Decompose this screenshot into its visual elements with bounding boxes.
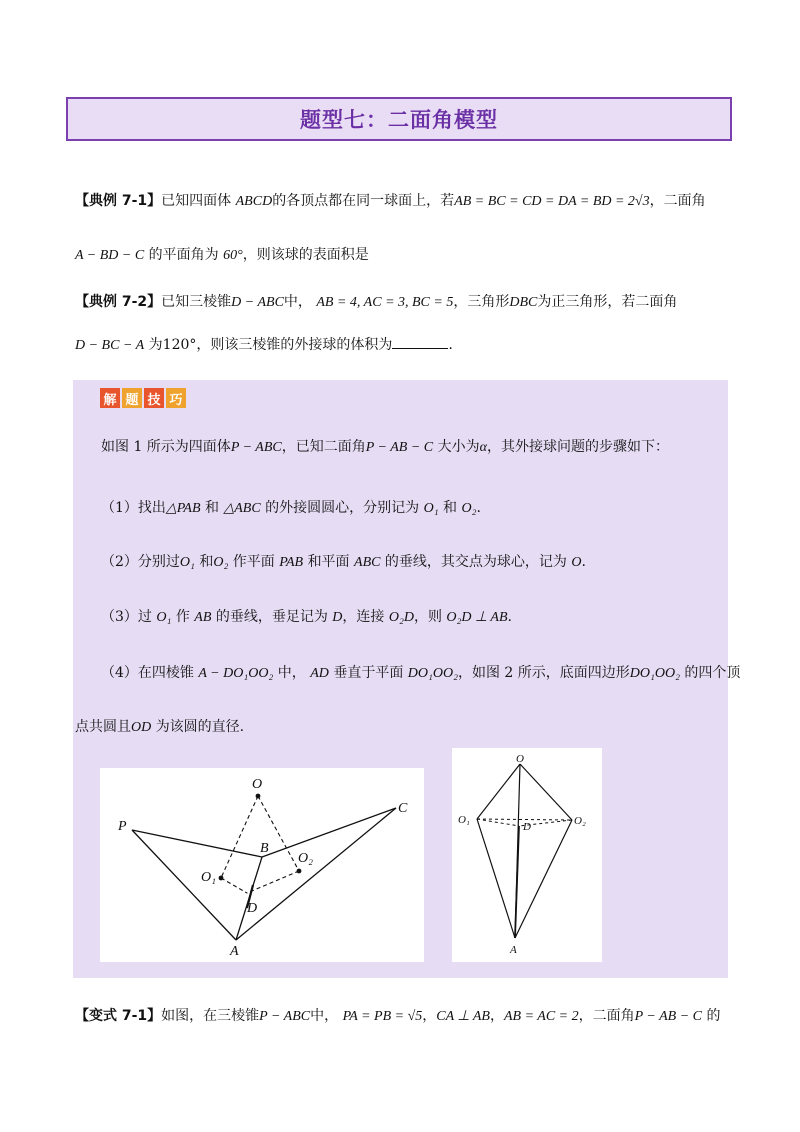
example2-line1: 【典例 7-2】已知三棱锥D − ABC中， AB = 4, AC = 3, BC = 5，三角形DBC为正三角形，若二面角	[75, 294, 678, 310]
tips-step3: （3）过 O₁ 作 AB 的垂线，垂足记为 D，连接 O₂D，则 O₂D ⊥ AB.	[101, 609, 512, 625]
label-O: O	[516, 753, 524, 765]
label-A: A	[510, 944, 517, 956]
figure-2	[452, 748, 602, 962]
edge-O2-A	[515, 820, 572, 938]
label-O2: O₂	[574, 815, 586, 827]
badge-char-1: 解	[100, 388, 120, 408]
dash-O-O2	[258, 796, 299, 871]
badge-char-2: 题	[122, 388, 142, 408]
label-O1: O₁	[458, 814, 470, 826]
dash-O-O1	[221, 796, 258, 878]
answer-blank[interactable]	[392, 336, 448, 349]
example2-label: 【典例 7-2】	[75, 294, 162, 310]
label-A: A	[230, 944, 239, 959]
tips-step4-line1: （4）在四棱锥 A − DO₁OO₂ 中， AD 垂直于平面 DO₁OO₂，如图 2 所示，底面四边形DO₁OO₂ 的四个顶	[101, 665, 741, 681]
section-title: 题型七：二面角模型	[300, 108, 498, 132]
point-O1	[219, 876, 224, 881]
example1-label: 【典例 7-1】	[75, 193, 162, 209]
edge-BC	[262, 808, 396, 857]
section-title-box	[66, 97, 732, 141]
label-D: D	[247, 901, 258, 916]
tips-badge	[100, 388, 186, 408]
badge-char-3: 技	[144, 388, 164, 408]
label-O1: O₁	[201, 870, 216, 885]
edge-PB	[132, 830, 262, 857]
label-D: D	[523, 821, 531, 833]
example1-line2: A − BD − C 的平面角为 60°，则该球的表面积是	[75, 247, 369, 263]
dash-O1-D	[477, 819, 519, 826]
label-B: B	[260, 841, 269, 856]
label-O: O	[252, 777, 263, 792]
edge-O-O2	[520, 764, 572, 820]
edge-O-O1	[477, 764, 520, 819]
point-O2	[297, 869, 302, 874]
figure-2-diagram	[452, 748, 602, 962]
dash-O1-D	[221, 878, 247, 893]
example1-line1: 【典例 7-1】已知四面体 ABCD的各顶点都在同一球面上，若AB = BC = CD = DA = BD = 2√3，二面角	[75, 193, 706, 209]
edge-AC	[236, 808, 396, 940]
label-P: P	[118, 819, 127, 834]
edge-D-A	[515, 826, 519, 938]
variant1-line1: 【变式 7-1】如图，在三棱锥P − ABC中， PA = PB = √5，CA ⊥ AB，AB = AC = 2，二面角P − AB − C 的	[75, 1008, 721, 1024]
tips-step1: （1）找出△PAB 和 △ABC 的外接圆圆心，分别记为 O₁ 和 O₂.	[101, 500, 481, 516]
edge-PA	[132, 830, 236, 940]
badge-char-4: 巧	[166, 388, 186, 408]
figure-1	[100, 768, 424, 962]
tips-step2: （2）分别过O₁ 和O₂ 作平面 PAB 和平面 ABC 的垂线，其交点为球心，记为 O.	[101, 554, 586, 570]
point-O	[256, 794, 261, 799]
tips-intro: 如图 1 所示为四面体P − ABC，已知二面角P − AB − C 大小为α，其外接球问题的步骤如下：	[101, 439, 669, 455]
edge-O1-A	[477, 819, 515, 938]
tips-step4-line2: 点共圆且OD 为该圆的直径.	[75, 719, 245, 735]
label-C: C	[398, 801, 408, 816]
label-O2: O₂	[298, 851, 313, 866]
figure-1-diagram	[100, 768, 424, 962]
dash-O1-O2	[477, 819, 572, 820]
example2-line2: D − BC − A 为120°，则该三棱锥的外接球的体积为 .	[75, 337, 453, 353]
variant1-label: 【变式 7-1】	[75, 1008, 162, 1024]
